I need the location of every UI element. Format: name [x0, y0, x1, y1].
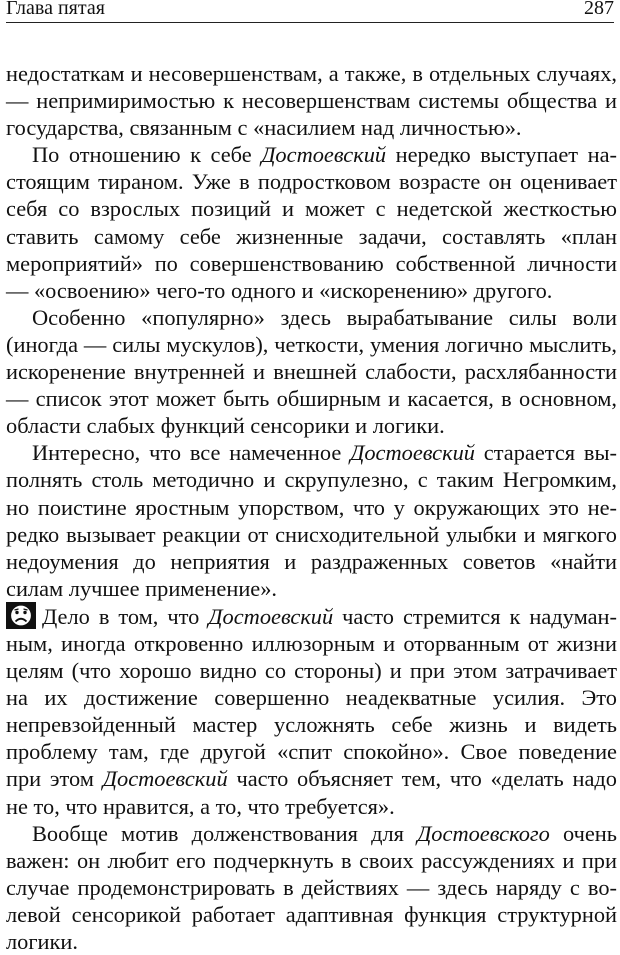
- text-run: старается выполнять столь методично и скрупулезно, с таким Негромким, но поистине яростным упорством, что у окружающих это нередко вызывает реакции от снисходительной улыбки и мягкого недоумения до неприятия и раздраженных советов «найти силам лучшее применение».: [6, 440, 617, 601]
- text-run: часто объясняет тем, что «делать надо не то, что нравится, а то, что требуется».: [6, 766, 617, 819]
- paragraph-6: [6, 820, 617, 955]
- paragraph-1: [6, 60, 617, 141]
- text-run: очень важен: он любит его подчеркнуть в своих рассуждениях и при случае продемонстрировать в действиях — здесь наряду с волевой сенсорикой работает адаптивная функция структурной логики.: [6, 820, 617, 954]
- sad-face-icon: [6, 602, 36, 629]
- running-header: [6, 0, 614, 23]
- text-run: Интересно, что все намеченное: [32, 440, 351, 466]
- page-number: 287: [584, 0, 614, 19]
- italic-name: Достоевский: [350, 440, 475, 466]
- italic-name: Достоевский: [208, 603, 334, 629]
- text-run: нередко выступает настоящим тираном. Уже в подростковом возрасте он оценивает себя со взрослых позиций и может с недетской жесткостью ставить самому себе жизненные задачи, составлять «план мероприятий» по совершенствованию собственной личности — «освоению» чего-то одного и «искоренению» другого.: [6, 142, 617, 303]
- chapter-title: Глава пятая: [6, 0, 105, 19]
- paragraph-5: [6, 602, 617, 820]
- text-run: недостаткам и несовершенствам, а также, в отдельных случаях, — непримиримостью к несовершенствам системы общества и государства, связанным с «насилием над личностью».: [6, 61, 617, 141]
- paragraph-3: [6, 304, 617, 439]
- text-body: [6, 60, 617, 955]
- text-run: Вообще мотив долженствования для: [32, 820, 418, 846]
- italic-name: Достоевский: [102, 766, 228, 792]
- text-run: часто стремится к надуманным, иногда откровенно иллюзорным и оторванным от жизни целям (что хорошо видно со стороны) и при этом затрачивает на их достижение совершенно неадекватные усилия. Это непревзойденный мастер усложнять себе жизнь и видеть проблему там, где другой «спит спокойно». Свое поведение при этом: [6, 603, 617, 792]
- paragraph-4: [6, 439, 617, 602]
- paragraph-2: [6, 141, 617, 304]
- italic-name: Достоевского: [417, 820, 550, 846]
- text-run: Особенно «популярно» здесь вырабатывание силы воли (иногда — силы мускулов), четкости, умения логично мыслить, искоренение внутренней и внешней слабости, расхлябанности — список этот может быть обширным и касается, в основном, области слабых функций сенсорики и логики.: [6, 304, 617, 439]
- text-run: Дело в том, что: [42, 603, 209, 629]
- text-run: По отношению к себе: [32, 142, 262, 168]
- italic-name: Достоевский: [261, 142, 387, 168]
